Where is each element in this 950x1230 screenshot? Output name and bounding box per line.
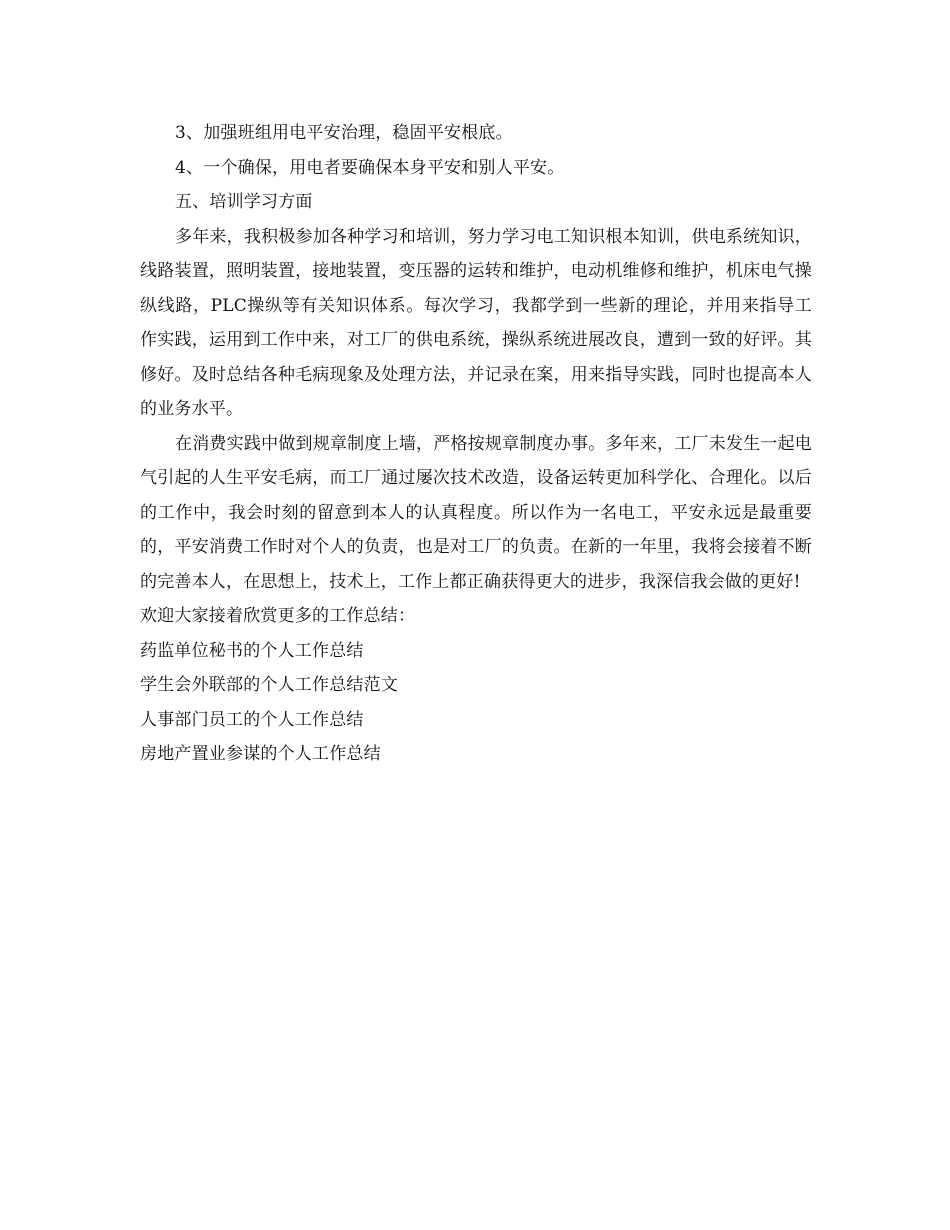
related-link-4[interactable]: 房地产置业参谋的个人工作总结 bbox=[140, 744, 381, 764]
related-link-2[interactable]: 学生会外联部的个人工作总结范文 bbox=[140, 675, 398, 695]
list-item-3: 3、加强班组用电平安治理，稳固平安根底。 bbox=[175, 123, 513, 143]
section-heading-training: 五、培训学习方面 bbox=[175, 192, 313, 212]
document-body bbox=[140, 116, 812, 772]
more-summaries-heading: 欢迎大家接着欣赏更多的工作总结： bbox=[140, 606, 416, 626]
related-link-1[interactable]: 药监单位秘书的个人工作总结 bbox=[140, 640, 364, 661]
related-link-3[interactable]: 人事部门员工的个人工作总结 bbox=[140, 709, 364, 730]
list-item-4: 4、一个确保，用电者要确保本身平安和别人平安。 bbox=[175, 157, 565, 178]
paragraph-practice: 在消费实践中做到规章制度上墙，严格按规章制度办事。多年来，工厂未发生一起电气引起的人生平安毛病，而工厂通过屡次技术改造，设备运转更加科学化、合理化。以后的工作中，我会时刻的留意到本人的认真程度。所以作为一名电工，平安永远是最重要的，平安消费工作时对个人的负责，也是对工厂的负责。在新的一年里，我将会接着不断的完善本人，在思想上，技术上，工作上都正确获得更大的进步，我深信我会做的更好! bbox=[140, 433, 812, 592]
paragraph-training: 多年来，我积极参加各种学习和培训，努力学习电工知识根本知训，供电系统知识，线路装置，照明装置，接地装置，变压器的运转和维护，电动机维修和维护，机床电气操纵线路，PLC操纵等有关知识体系。每次学习，我都学到一些新的理论，并用来指导工作实践，运用到工作中来，对工厂的供电系统，操纵系统进展改良，遭到一致的好评。其修好。及时总结各种毛病现象及处理方法，并记录在案，用来指导实践，同时也提高本人的业务水平。 bbox=[140, 226, 812, 419]
